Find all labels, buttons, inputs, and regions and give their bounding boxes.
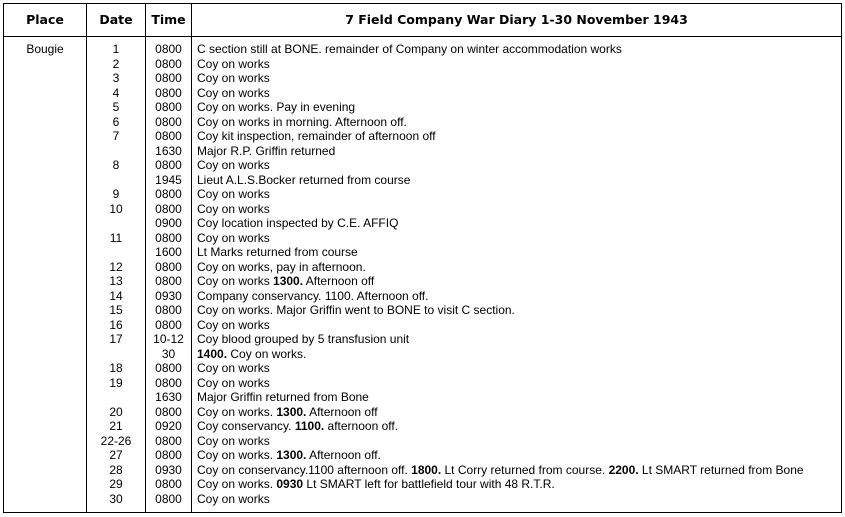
date-cell: 16: [109, 317, 123, 332]
diary-row: [4, 361, 841, 376]
diary-row: [4, 86, 841, 101]
entry-bold-time: 1400.: [197, 346, 228, 361]
entry-bold-time: 2200.: [608, 462, 639, 477]
date-cell: 17: [109, 332, 123, 346]
war-diary-table: [3, 3, 842, 513]
header-time: Time: [151, 12, 186, 27]
diary-row: [4, 376, 841, 391]
entry-text: Lt Marks returned from course: [197, 245, 358, 259]
entry-text: Afternoon off: [306, 404, 378, 419]
date-cell: 30: [109, 491, 123, 506]
entry-bold-time: 1100.: [294, 419, 325, 433]
date-cell: 20: [109, 404, 123, 419]
entry-cell: [197, 245, 358, 260]
time-cell: 0800: [155, 158, 182, 172]
diary-row: [4, 57, 841, 72]
entry-text: Coy on works. Pay in evening: [197, 100, 356, 114]
diary-row: [4, 303, 841, 318]
entry-text: Major Griffin returned from Bone: [197, 390, 369, 404]
date-cell: 18: [109, 361, 123, 375]
entry-cell: [197, 187, 270, 202]
date-cell: 27: [109, 448, 123, 462]
entry-text: Lt SMART returned from Bone: [638, 462, 804, 477]
entry-cell: [197, 216, 398, 231]
time-cell: 0900: [155, 216, 182, 230]
diary-row: [4, 187, 841, 202]
entry-text: Coy on works: [197, 230, 270, 245]
entry-text: Coy on works: [197, 375, 270, 390]
time-cell: 0800: [155, 303, 182, 317]
date-cell: 13: [109, 274, 123, 288]
entry-text: Coy on works: [197, 201, 270, 216]
diary-row: [4, 419, 841, 434]
diary-row: [4, 405, 841, 420]
diary-row: [4, 144, 841, 159]
time-cell: 0800: [155, 100, 182, 114]
diary-row: [4, 492, 841, 507]
date-cell: 9: [112, 187, 120, 201]
entry-cell: [197, 376, 270, 391]
diary-row: [4, 216, 841, 231]
time-cell: 0800: [155, 129, 182, 143]
time-cell: 0800: [155, 85, 182, 100]
entry-text: Coy on works in morning. Afternoon off.: [197, 114, 407, 129]
diary-row: [4, 100, 841, 115]
entry-cell: [197, 202, 270, 217]
date-cell: 22-26: [100, 433, 132, 448]
date-cell: 5: [112, 100, 120, 114]
entry-cell: [197, 332, 409, 347]
time-cell: 0800: [155, 433, 182, 448]
entry-cell: [197, 100, 355, 115]
date-cell: 4: [112, 85, 120, 100]
header-place: Place: [26, 12, 64, 27]
time-cell: 0800: [155, 317, 182, 332]
date-cell: 10: [109, 201, 123, 216]
time-cell: 0800: [155, 477, 182, 491]
diary-row: [4, 332, 841, 347]
entry-text: Coy on works.: [197, 404, 277, 419]
entry-text: Coy on works.: [197, 448, 277, 462]
time-cell: 0800: [155, 71, 182, 85]
time-cell: 0800: [155, 201, 182, 216]
entry-text: Coy on works: [197, 433, 270, 448]
entry-text: Coy on works: [197, 158, 270, 172]
entry-cell: [197, 144, 335, 159]
entry-cell: [197, 231, 270, 246]
entry-text: Lt Corry returned from course.: [441, 462, 609, 477]
diary-row: [4, 463, 841, 478]
entry-text: Coy on works: [197, 56, 270, 71]
time-cell: 1945: [155, 172, 182, 187]
entry-text: Company conservancy. 1100. Afternoon off.: [197, 288, 429, 303]
diary-row: [4, 202, 841, 217]
time-cell: 0800: [155, 114, 182, 129]
entry-text: Major R.P. Griffin returned: [197, 143, 336, 158]
date-cell: 1: [112, 42, 120, 56]
entry-text: Coy on works: [197, 85, 270, 100]
entry-text: Coy on works. Major Griffin went to BONE to visit C section.: [197, 303, 515, 317]
entry-cell: [197, 390, 369, 405]
entry-cell: [197, 303, 515, 318]
date-cell: 28: [109, 462, 123, 477]
time-cell: 1630: [155, 143, 182, 158]
date-cell: 21: [109, 419, 123, 433]
date-cell: 14: [109, 288, 123, 303]
entry-cell: [197, 361, 270, 376]
entry-text: Afternoon off: [303, 274, 375, 288]
date-cell: 3: [112, 71, 120, 85]
entry-cell: [197, 405, 378, 420]
entry-bold-time: 1300.: [276, 448, 307, 462]
diary-row: [4, 260, 841, 275]
entry-text: Coy on works: [197, 317, 270, 332]
time-cell: 0800: [155, 187, 182, 201]
time-cell: 0930: [155, 288, 182, 303]
entry-text: Coy conservancy.: [197, 419, 295, 433]
entry-text: Coy on works: [197, 71, 270, 85]
entry-cell: [197, 57, 270, 72]
entry-text: Coy on works, pay in afternoon.: [197, 259, 366, 274]
time-cell: 10-12: [153, 332, 184, 346]
entry-text: Coy on works.: [227, 346, 307, 361]
diary-row: [4, 245, 841, 260]
diary-row: [4, 477, 841, 492]
time-cell: 0800: [155, 361, 182, 375]
entry-cell: [197, 274, 374, 289]
time-cell: 0800: [155, 230, 182, 245]
entry-cell: [197, 115, 407, 130]
entry-bold-time: 1300.: [273, 274, 304, 288]
diary-row: [4, 173, 841, 188]
date-cell: 7: [112, 129, 120, 143]
diary-row: [4, 347, 841, 362]
entry-cell: [197, 318, 270, 333]
diary-row: [4, 434, 841, 449]
diary-row: [4, 71, 841, 86]
date-cell: 8: [112, 158, 120, 172]
header-title: 7 Field Company War Diary 1-30 November 1943: [345, 12, 688, 27]
entry-text: C section still at BONE. remainder of Company on winter accommodation works: [197, 42, 622, 56]
diary-row: [4, 318, 841, 333]
date-cell: 11: [109, 230, 123, 245]
time-cell: 0800: [155, 491, 182, 506]
entry-cell: [197, 289, 428, 304]
entry-cell: [197, 419, 398, 434]
entry-text: Coy location inspected by C.E. AFFIQ: [197, 216, 399, 230]
place-cell: Bougie: [26, 42, 64, 56]
entry-bold-time: 1800.: [411, 462, 442, 477]
entry-text: Lieut A.L.S.Bocker returned from course: [197, 172, 411, 187]
entry-text: Coy on works: [197, 361, 270, 375]
entry-cell: [197, 260, 366, 275]
time-cell: 0800: [155, 56, 182, 71]
diary-row: [4, 42, 841, 57]
time-cell: 0800: [155, 42, 182, 56]
diary-row: [4, 289, 841, 304]
time-cell: 0920: [155, 419, 182, 433]
diary-row: [4, 115, 841, 130]
time-cell: 0800: [155, 448, 182, 462]
entry-cell: [197, 434, 270, 449]
entry-bold-time: 0930: [276, 477, 304, 491]
entry-cell: [197, 42, 622, 57]
entry-cell: [197, 158, 270, 173]
time-cell: 0800: [155, 259, 182, 274]
entry-cell: [197, 129, 436, 144]
diary-row: [4, 158, 841, 173]
time-cell: 0800: [155, 274, 182, 288]
diary-row: [4, 448, 841, 463]
date-cell: 15: [109, 303, 123, 317]
date-cell: 19: [109, 375, 123, 390]
time-cell: 30: [161, 346, 176, 361]
time-cell: 0930: [155, 462, 182, 477]
entry-text: Coy on works: [197, 274, 274, 288]
entry-cell: [197, 463, 804, 478]
entry-text: Coy kit inspection, remainder of afternoon off: [197, 129, 436, 143]
entry-cell: [197, 492, 270, 507]
time-cell: 1600: [155, 245, 182, 259]
entry-bold-time: 1300.: [276, 404, 307, 419]
date-cell: 12: [109, 259, 123, 274]
entry-text: Lt SMART left for battlefield tour with 48 R.T.R.: [303, 477, 555, 491]
entry-text: Coy on conservancy.1100 afternoon off.: [197, 462, 412, 477]
time-cell: 0800: [155, 375, 182, 390]
diary-row: [4, 231, 841, 246]
entry-cell: [197, 173, 410, 188]
entry-cell: [197, 71, 270, 86]
date-cell: 6: [112, 114, 120, 129]
entry-text: Coy on works.: [197, 477, 277, 491]
entry-cell: [197, 477, 555, 492]
date-cell: 29: [109, 477, 123, 491]
time-cell: 1630: [155, 390, 182, 404]
entry-cell: [197, 347, 306, 362]
date-cell: 2: [112, 56, 120, 71]
diary-row: [4, 274, 841, 289]
entry-cell: [197, 448, 381, 463]
diary-row: [4, 129, 841, 144]
entry-cell: [197, 86, 270, 101]
time-cell: 0800: [155, 404, 182, 419]
diary-row: [4, 390, 841, 405]
diary-rows: [4, 42, 841, 506]
header-date: Date: [99, 12, 133, 27]
entry-text: Coy on works: [197, 187, 270, 201]
header-divider: [4, 36, 841, 37]
entry-text: Coy blood grouped by 5 transfusion unit: [197, 332, 410, 346]
entry-text: Afternoon off.: [306, 448, 381, 462]
entry-text: Coy on works: [197, 491, 270, 506]
entry-text: afternoon off.: [324, 419, 399, 433]
